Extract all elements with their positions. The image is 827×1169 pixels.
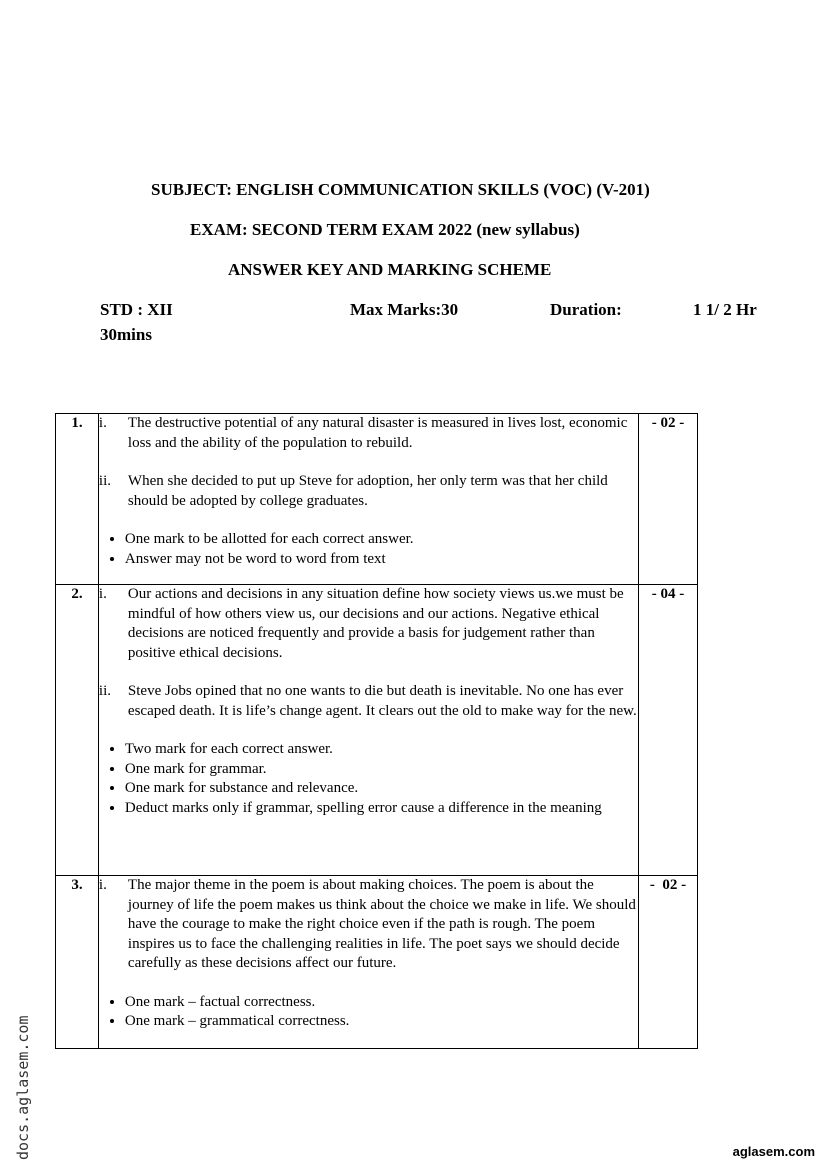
answer-item — [99, 682, 638, 721]
answer-item — [99, 585, 638, 663]
max-marks-label: Max Marks:30 — [350, 300, 459, 319]
item-text: Steve Jobs opined that no one wants to die but death is inevitable. No one has ever escaped death. It is life’s change agent. It clears out the old to make way for the new. — [127, 683, 637, 719]
document-title: ANSWER KEY AND MARKING SCHEME — [228, 260, 552, 279]
answer-cell — [98, 876, 638, 1049]
item-numeral: i. — [98, 877, 107, 893]
answer-item — [99, 414, 638, 453]
marking-notes — [99, 993, 638, 1032]
exam-heading: EXAM: SECOND TERM EXAM 2022 (new syllabus) — [190, 220, 580, 239]
marking-note: • Two mark for each correct answer. — [125, 740, 638, 760]
question-row — [56, 585, 698, 876]
question-marks: - 04 - — [639, 585, 698, 876]
marking-note: • One mark for substance and relevance. — [125, 779, 638, 799]
marking-notes — [99, 740, 638, 818]
question-number: 1. — [56, 414, 99, 585]
question-number: 2. — [56, 585, 99, 876]
item-numeral: ii. — [98, 473, 112, 489]
question-row — [56, 414, 698, 585]
marking-note: • Deduct marks only if grammar, spelling error cause a difference in the meaning — [125, 799, 638, 819]
answer-cell — [98, 585, 638, 876]
answer-key-table — [55, 413, 698, 1049]
subject-heading: SUBJECT: ENGLISH COMMUNICATION SKILLS (VOC) (V-201) — [151, 180, 650, 199]
item-numeral: ii. — [98, 683, 112, 699]
marking-note: • One mark to be allotted for each correct answer. — [125, 530, 638, 550]
duration-label: Duration: — [550, 300, 622, 319]
item-text: When she decided to put up Steve for adoption, her only term was that her child should be adopted by college graduates. — [127, 473, 608, 509]
question-marks: - 02 - — [639, 414, 698, 585]
duration-extra: 30mins — [100, 325, 152, 344]
std-label: STD : XII — [100, 300, 173, 319]
question-marks: - 02 - — [639, 876, 698, 1049]
item-numeral: i. — [98, 415, 107, 431]
marking-note: • One mark – grammatical correctness. — [125, 1012, 638, 1032]
marking-note: • One mark – factual correctness. — [125, 993, 638, 1013]
marking-notes — [99, 530, 638, 569]
question-number: 3. — [56, 876, 99, 1049]
answer-item — [99, 876, 638, 974]
item-text: The destructive potential of any natural disaster is measured in lives lost, economic loss and the ability of the population to rebuild. — [127, 415, 628, 451]
question-row — [56, 876, 698, 1049]
duration-value: 1 1/ 2 Hr — [693, 300, 757, 319]
answer-cell — [98, 414, 638, 585]
footer-watermark: aglasem.com — [732, 1144, 815, 1159]
item-text: The major theme in the poem is about making choices. The poem is about the journey of life the poem makes us think about the choice we make in life. We should have the courage to make the right choice even if the path is rough. The poem inspires us to face the challenging realities in life. The poet says we should decide carefully as these decisions affect our future. — [127, 877, 636, 971]
marking-note: • One mark for grammar. — [125, 760, 638, 780]
answer-item — [99, 472, 638, 511]
side-watermark: docs.aglasem.com — [14, 1015, 32, 1160]
item-text: Our actions and decisions in any situation define how society views us.we must be mindful of how others view us, our decisions and our actions. Negative ethical decisions are noticed frequently and provide a basis for judgement rather than positive ethical decisions. — [127, 586, 624, 661]
item-numeral: i. — [98, 586, 107, 602]
marking-note: • Answer may not be word to word from text — [125, 550, 638, 570]
